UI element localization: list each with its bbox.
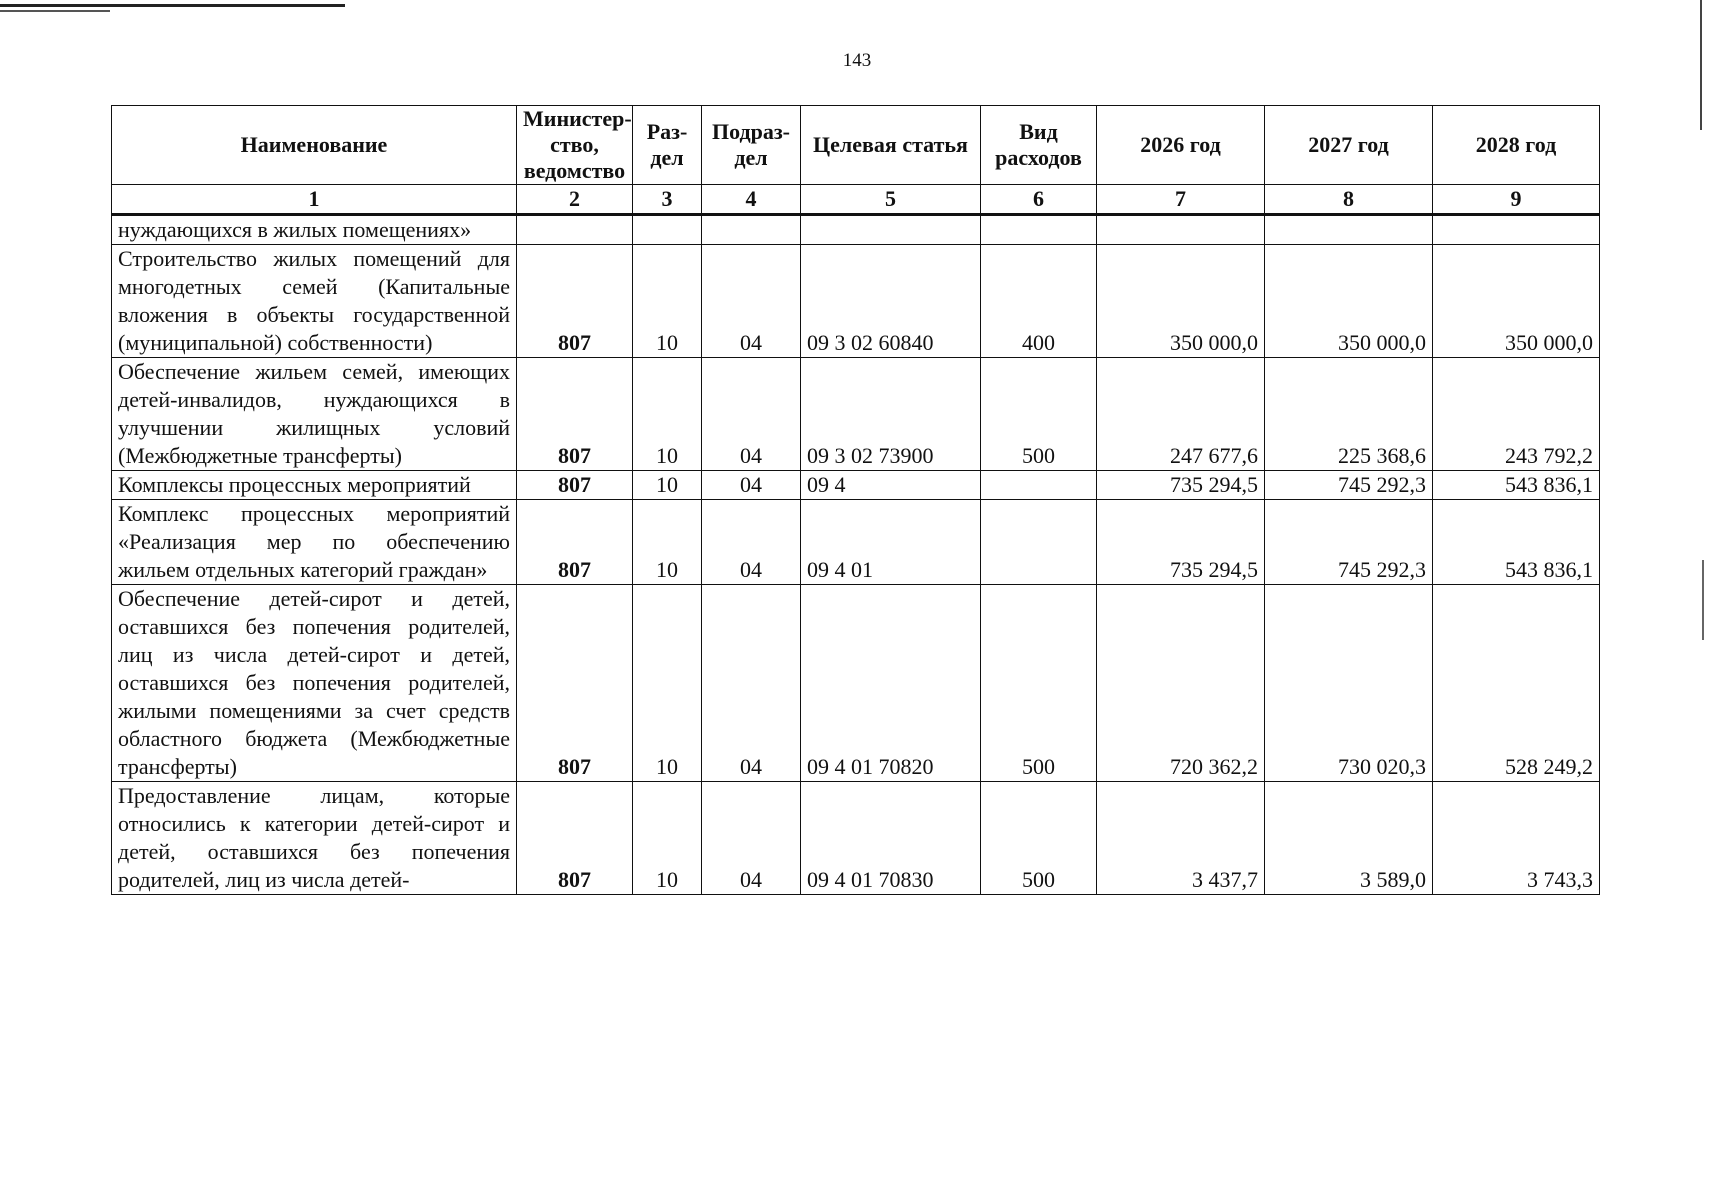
row-subsection: 04 xyxy=(702,358,801,471)
table-row xyxy=(112,245,1600,358)
row-amount-2026: 720 362,2 xyxy=(1097,585,1265,782)
scan-artifact-line xyxy=(0,4,345,7)
row-amount-2028: 543 836,1 xyxy=(1433,500,1600,585)
row-amount-2026: 247 677,6 xyxy=(1097,358,1265,471)
row-section: 10 xyxy=(633,245,702,358)
header-year-2026: 2026 год xyxy=(1097,106,1265,185)
row-section: 10 xyxy=(633,358,702,471)
row-amount-2026: 735 294,5 xyxy=(1097,471,1265,500)
column-number: 5 xyxy=(801,185,981,215)
row-ministry: 807 xyxy=(517,782,633,895)
row-name: Комплексы процессных мероприятий xyxy=(112,471,517,500)
row-amount-2026 xyxy=(1097,215,1265,245)
row-name: нуждающихся в жилых помещениях» xyxy=(112,215,517,245)
row-amount-2027 xyxy=(1265,215,1433,245)
budget-table xyxy=(111,105,1600,895)
row-name: Обеспечение жильем семей, имеющих детей-инвалидов, нуждающихся в улучшении жилищных условий (Межбюджетные трансферты) xyxy=(112,358,517,471)
header-expense-type: Вид расходов xyxy=(981,106,1097,185)
row-ministry: 807 xyxy=(517,585,633,782)
row-amount-2026: 735 294,5 xyxy=(1097,500,1265,585)
table-row xyxy=(112,215,1600,245)
scan-artifact-line xyxy=(0,10,110,12)
header-year-2027: 2027 год xyxy=(1265,106,1433,185)
row-amount-2027: 350 000,0 xyxy=(1265,245,1433,358)
row-expense-type: 400 xyxy=(981,245,1097,358)
row-expense-type: 500 xyxy=(981,782,1097,895)
column-number: 6 xyxy=(981,185,1097,215)
row-section: 10 xyxy=(633,471,702,500)
table-header-row xyxy=(112,106,1600,185)
table-row xyxy=(112,471,1600,500)
header-target-item: Целевая статья xyxy=(801,106,981,185)
page-number: 143 xyxy=(842,50,872,71)
table-row xyxy=(112,585,1600,782)
header-name: Наименование xyxy=(112,106,517,185)
table-row xyxy=(112,500,1600,585)
row-amount-2028: 350 000,0 xyxy=(1433,245,1600,358)
row-target-item xyxy=(801,215,981,245)
row-expense-type: 500 xyxy=(981,358,1097,471)
row-amount-2026: 3 437,7 xyxy=(1097,782,1265,895)
row-amount-2027: 3 589,0 xyxy=(1265,782,1433,895)
row-name: Обеспечение детей-сирот и детей, оставшихся без попечения родителей, лиц из числа детей-сирот и детей, оставшихся без попечения родителей, жилыми помещениями за счет средств областного бюджета (Межбюджетные трансферты) xyxy=(112,585,517,782)
row-expense-type: 500 xyxy=(981,585,1097,782)
row-amount-2028: 3 743,3 xyxy=(1433,782,1600,895)
column-number: 1 xyxy=(112,185,517,215)
row-ministry: 807 xyxy=(517,471,633,500)
row-section: 10 xyxy=(633,585,702,782)
row-amount-2027: 225 368,6 xyxy=(1265,358,1433,471)
column-number: 8 xyxy=(1265,185,1433,215)
scan-edge-mark xyxy=(1702,560,1704,640)
row-name: Предоставление лицам, которые относились к категории детей-сирот и детей, оставшихся без попечения родителей, лиц из числа детей- xyxy=(112,782,517,895)
row-target-item: 09 3 02 60840 xyxy=(801,245,981,358)
column-number-row xyxy=(112,185,1600,215)
row-subsection: 04 xyxy=(702,500,801,585)
row-subsection: 04 xyxy=(702,585,801,782)
row-amount-2028: 528 249,2 xyxy=(1433,585,1600,782)
row-ministry: 807 xyxy=(517,500,633,585)
row-expense-type xyxy=(981,215,1097,245)
row-section: 10 xyxy=(633,500,702,585)
row-amount-2027: 730 020,3 xyxy=(1265,585,1433,782)
row-amount-2028: 243 792,2 xyxy=(1433,358,1600,471)
column-number: 2 xyxy=(517,185,633,215)
row-target-item: 09 4 01 xyxy=(801,500,981,585)
row-amount-2026: 350 000,0 xyxy=(1097,245,1265,358)
row-expense-type xyxy=(981,500,1097,585)
row-subsection xyxy=(702,215,801,245)
row-section: 10 xyxy=(633,782,702,895)
row-expense-type xyxy=(981,471,1097,500)
column-number: 4 xyxy=(702,185,801,215)
header-section: Раз-дел xyxy=(633,106,702,185)
row-ministry: 807 xyxy=(517,245,633,358)
row-amount-2027: 745 292,3 xyxy=(1265,471,1433,500)
table-row xyxy=(112,782,1600,895)
row-section xyxy=(633,215,702,245)
row-amount-2027: 745 292,3 xyxy=(1265,500,1433,585)
row-subsection: 04 xyxy=(702,245,801,358)
row-amount-2028: 543 836,1 xyxy=(1433,471,1600,500)
row-name: Строительство жилых помещений для многодетных семей (Капитальные вложения в объекты государственной (муниципальной) собственности) xyxy=(112,245,517,358)
table-row xyxy=(112,358,1600,471)
header-subsection: Подраз-дел xyxy=(702,106,801,185)
row-ministry xyxy=(517,215,633,245)
row-target-item: 09 4 xyxy=(801,471,981,500)
row-target-item: 09 4 01 70820 xyxy=(801,585,981,782)
row-target-item: 09 3 02 73900 xyxy=(801,358,981,471)
row-target-item: 09 4 01 70830 xyxy=(801,782,981,895)
row-amount-2028 xyxy=(1433,215,1600,245)
column-number: 7 xyxy=(1097,185,1265,215)
row-subsection: 04 xyxy=(702,782,801,895)
header-ministry: Министер-ство, ведомство xyxy=(517,106,633,185)
column-number: 9 xyxy=(1433,185,1600,215)
header-year-2028: 2028 год xyxy=(1433,106,1600,185)
row-ministry: 807 xyxy=(517,358,633,471)
column-number: 3 xyxy=(633,185,702,215)
row-name: Комплекс процессных мероприятий «Реализация мер по обеспечению жильем отдельных категорий граждан» xyxy=(112,500,517,585)
row-subsection: 04 xyxy=(702,471,801,500)
